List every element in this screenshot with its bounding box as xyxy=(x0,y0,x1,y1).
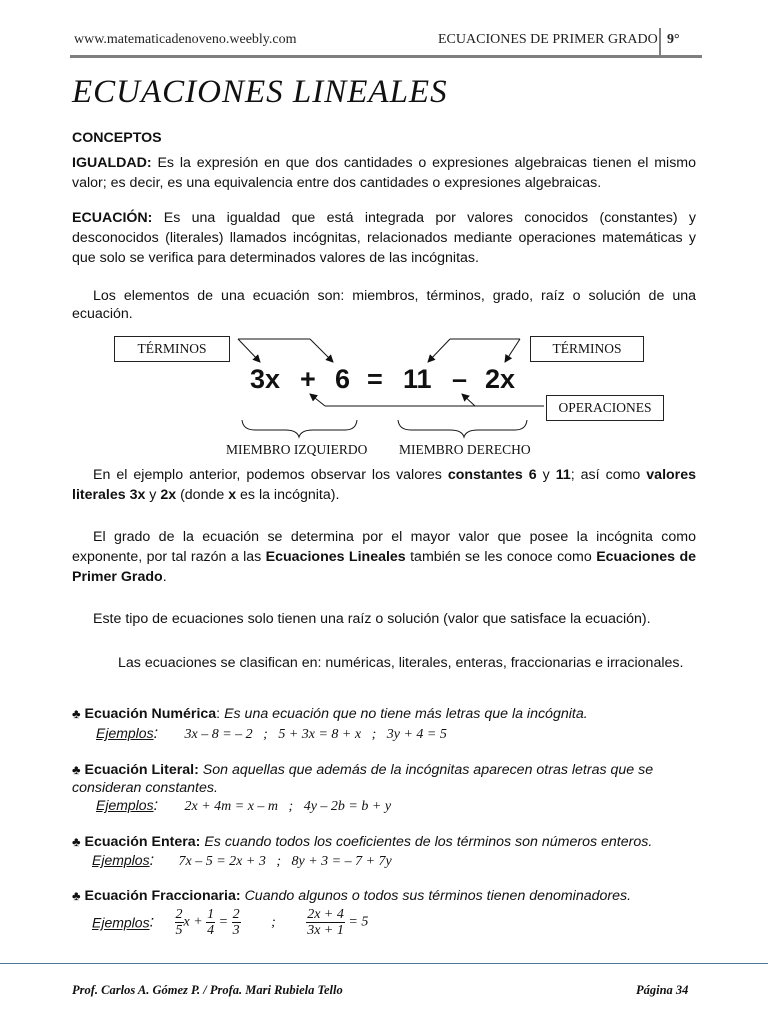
class-desc: Es una ecuación que no tiene más letras que la incógnita. xyxy=(224,706,588,722)
numerator: 2 xyxy=(232,907,240,922)
clasificacion-paragraph: Las ecuaciones se clasifican en: numéricas, literales, enteras, fraccionarias e irracionales. xyxy=(118,655,684,671)
eq-op-minus: – xyxy=(452,364,468,394)
examples-numerica: Ejemplos: 3x – 8 = – 2 ; 5 + 3x = 8 + x ; 3y + 4 = 5 xyxy=(96,725,447,742)
examples-label: Ejemplos xyxy=(92,852,150,868)
separator: ; xyxy=(271,914,276,930)
arrow-op-plus xyxy=(310,394,325,406)
eq-term-2x: 2x xyxy=(485,364,516,394)
miembro-derecho-label: MIEMBRO DERECHO xyxy=(399,442,531,457)
text-span: En el ejemplo anterior, podemos observar los valores xyxy=(93,467,448,483)
miembro-izquierdo-label: MIEMBRO IZQUIERDO xyxy=(226,442,368,457)
class-numerica xyxy=(72,705,696,723)
text-span: también se les conoce como xyxy=(405,549,597,565)
examples-text: 2x + 4m = x – m ; 4y – 2b = b + y xyxy=(184,799,392,814)
ecuacion-text: Es una igualdad que está integrada por valores conocidos (constantes) y desconocidos (literales) llamados incógnitas, relacionados mediante operaciones matemáticas y que solo se verifica para determinados valores de las incógnitas. xyxy=(72,210,696,266)
raiz-paragraph: Este tipo de ecuaciones solo tienen una raíz o solución (valor que satisface la ecuación). xyxy=(93,611,651,627)
ejemplo-paragraph xyxy=(72,465,696,505)
section-heading: CONCEPTOS xyxy=(72,130,162,146)
denominator: 3x + 1 xyxy=(307,923,344,938)
class-name: Ecuación Fraccionaria: xyxy=(84,888,241,904)
text-span: . xyxy=(162,569,167,585)
operator: = 5 xyxy=(348,914,369,930)
bold-span: x xyxy=(228,487,237,503)
club-icon: ♣ xyxy=(72,888,81,903)
fraction xyxy=(232,907,241,938)
header-topic: ECUACIONES DE PRIMER GRADO xyxy=(438,32,658,47)
arrow-term-11 xyxy=(428,339,450,362)
examples-text: 7x – 5 = 2x + 3 ; 8y + 3 = – 7 + 7y xyxy=(178,854,392,869)
class-sep: : xyxy=(216,706,225,722)
eq-op-plus: + xyxy=(300,364,316,394)
eq-term-6: 6 xyxy=(335,364,351,394)
bold-span: Ecuaciones de Primer Grado xyxy=(72,549,697,585)
brace-right xyxy=(398,420,527,437)
brace-left xyxy=(242,420,357,437)
igualdad-text: Es la expresión en que dos cantidades o expresiones algebraicas tienen el mismo valor; es decir, es una equivalencia entre dos cantidades o expresiones algebraicas. xyxy=(72,155,696,191)
denominator: 3 xyxy=(232,923,240,938)
class-desc: Son aquellas que además de la incógnitas aparecen otras letras que se consideran constantes. xyxy=(72,762,654,796)
operator: = xyxy=(218,914,229,930)
bold-span: 2x xyxy=(160,487,177,503)
header-website: www.matematicadenoveno.weebly.com xyxy=(74,32,297,47)
terminos-left-box: TÉRMINOS xyxy=(114,336,230,362)
arrow-term-2x xyxy=(505,339,520,362)
igualdad-term: IGUALDAD: xyxy=(72,155,152,171)
text-span: es la incógnita). xyxy=(236,487,340,503)
footer-rule xyxy=(0,963,768,964)
numerator: 2x + 4 xyxy=(307,907,344,922)
examples-fraccionaria: Ejemplos: $\frac{2}{5}$ x + $\frac{1}{4}$ = $\frac{2}{3}$ ; $\frac{2x + 4}{3x + 1}$ = 5 xyxy=(92,907,369,938)
class-entera xyxy=(72,833,696,851)
footer-page: Página 34 xyxy=(636,983,689,997)
eq-term-11: 11 xyxy=(403,364,432,394)
fraction xyxy=(175,907,184,938)
eq-term-3x: 3x xyxy=(250,364,281,394)
footer-authors: Prof. Carlos A. Gómez P. / Profa. Mari Rubiela Tello xyxy=(72,983,343,997)
text-span: y xyxy=(536,467,556,483)
terminos-right-box: TÉRMINOS xyxy=(530,336,644,362)
fraction xyxy=(306,907,345,938)
text-span: El grado de la ecuación se determina por el mayor valor que posee la incógnita como exponente, por tal razón a las xyxy=(72,529,696,565)
text-span: (donde xyxy=(176,487,229,503)
fraction-example-1 xyxy=(175,907,241,938)
class-fraccionaria xyxy=(72,887,696,905)
page-title: ECUACIONES LINEALES xyxy=(72,74,448,110)
club-icon: ♣ xyxy=(72,834,81,849)
operaciones-box: OPERACIONES xyxy=(546,395,664,421)
text-span: y xyxy=(145,487,161,503)
header-grade: 9° xyxy=(667,32,680,47)
class-name: Ecuación Literal: xyxy=(84,762,199,778)
operator: + xyxy=(193,914,203,930)
arrow-term-3x xyxy=(238,339,260,362)
variable: x xyxy=(183,914,190,930)
class-desc: Es cuando todos los coeficientes de los términos son números enteros. xyxy=(204,834,653,850)
examples-label: Ejemplos xyxy=(96,797,154,813)
class-literal xyxy=(72,761,696,797)
examples-literal: Ejemplos: 2x + 4m = x – m ; 4y – 2b = b + y xyxy=(96,797,392,814)
club-icon: ♣ xyxy=(72,706,81,721)
fraction-example-2 xyxy=(306,907,368,938)
bold-span: valores literales 3x xyxy=(72,467,696,503)
eq-equals: = xyxy=(367,364,383,394)
elementos-paragraph: Los elementos de una ecuación son: miembros, términos, grado, raíz o solución de una ecuación. xyxy=(72,288,696,322)
examples-label: Ejemplos xyxy=(96,725,154,741)
class-name: Ecuación Numérica xyxy=(84,706,217,722)
class-desc: Cuando algunos o todos sus términos tienen denominadores. xyxy=(244,888,632,904)
fraction xyxy=(206,907,215,938)
examples-entera: Ejemplos: 7x – 5 = 2x + 3 ; 8y + 3 = – 7 + 7y xyxy=(92,852,392,869)
numerator: 2 xyxy=(175,907,183,922)
arrow-op-minus xyxy=(462,394,475,406)
examples-label: Ejemplos xyxy=(92,914,150,931)
bold-span: 11 xyxy=(555,467,571,483)
denominator: 5 xyxy=(175,923,183,938)
bold-span: constantes 6 xyxy=(447,467,537,483)
class-name: Ecuación Entera: xyxy=(84,834,201,850)
text-span: ; así como xyxy=(570,467,647,483)
ecuacion-term: ECUACIÓN: xyxy=(72,210,153,226)
denominator: 4 xyxy=(207,923,215,938)
club-icon: ♣ xyxy=(72,762,81,777)
examples-text: 3x – 8 = – 2 ; 5 + 3x = 8 + x ; 3y + 4 = 5 xyxy=(184,727,447,742)
numerator: 1 xyxy=(207,907,215,922)
bold-span: Ecuaciones Lineales xyxy=(265,549,406,565)
grado-paragraph xyxy=(72,527,696,587)
arrow-term-6 xyxy=(310,339,333,362)
